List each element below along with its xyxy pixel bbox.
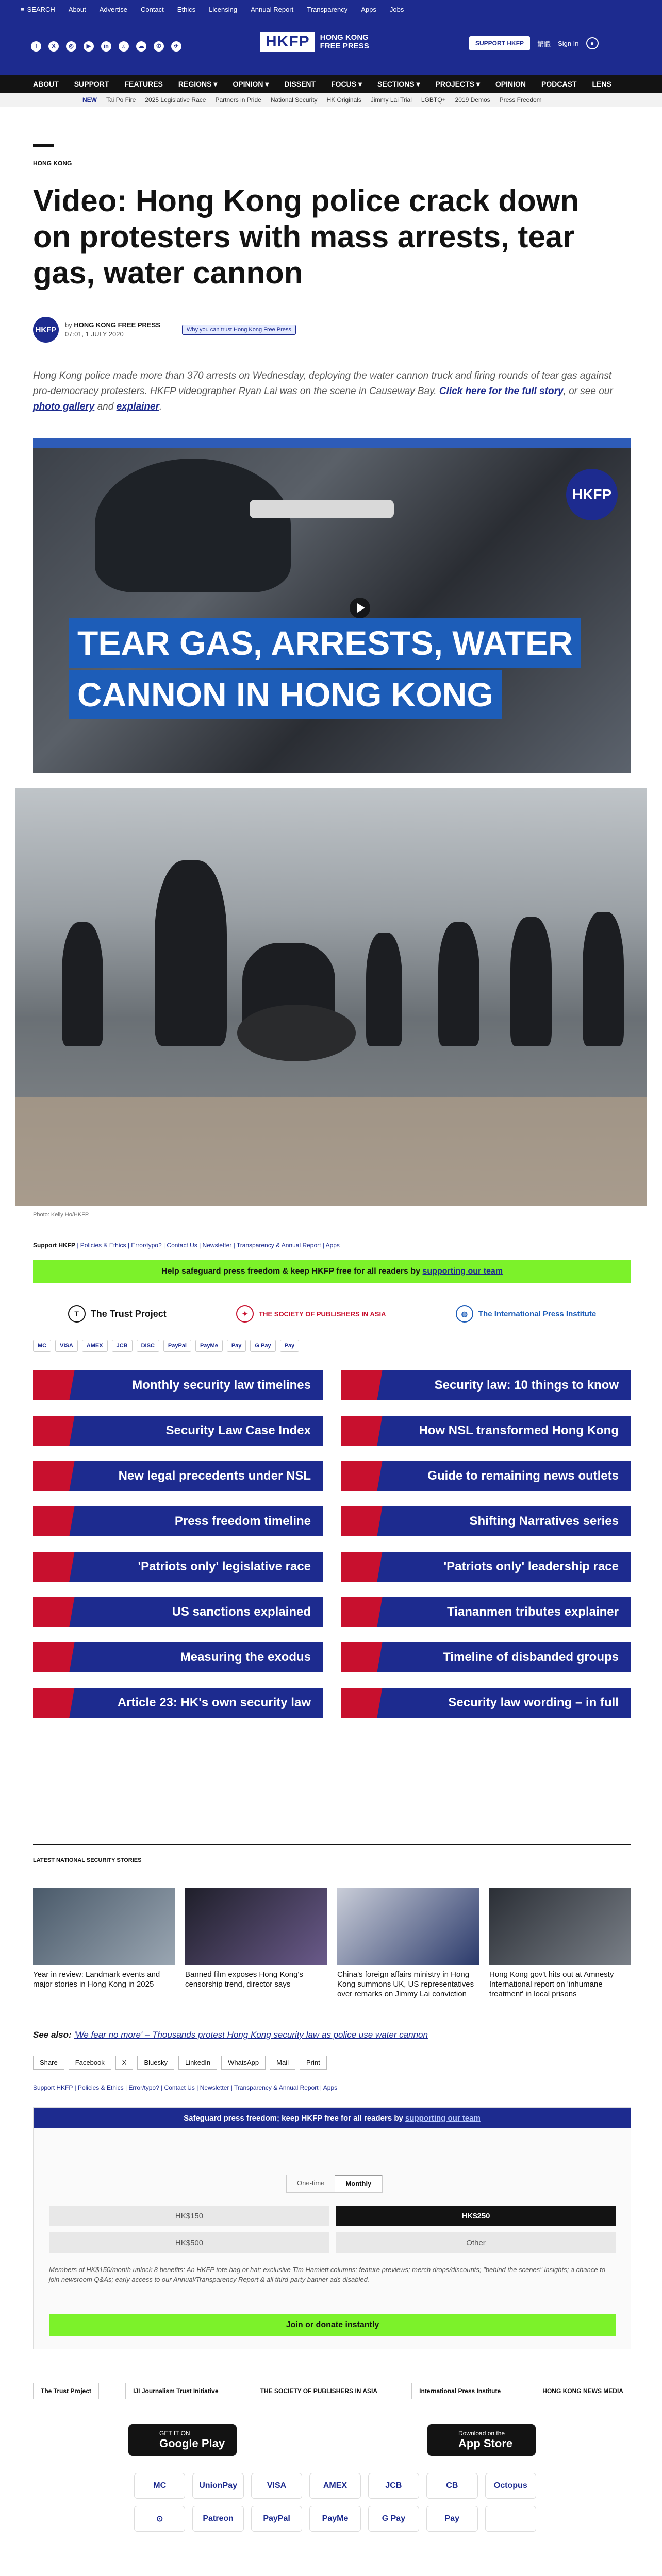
story-card[interactable] [33, 1888, 175, 1999]
tier-option-selected[interactable]: HK$250 [336, 2206, 616, 2226]
explainer-link[interactable]: explainer [116, 401, 159, 412]
nav-item-features[interactable]: FEATURES [124, 80, 163, 88]
play-icon[interactable] [350, 598, 370, 618]
explainer-button[interactable]: Security Law Case Index [33, 1416, 323, 1446]
share-whatsapp[interactable]: WhatsApp [221, 2056, 266, 2070]
trending-link[interactable]: National Security [270, 96, 318, 104]
tier-option-other[interactable]: Other [336, 2232, 616, 2253]
sign-in-link[interactable]: Sign In [558, 39, 579, 47]
donation-tiers [49, 2206, 616, 2253]
explainer-button[interactable]: Shifting Narratives series [341, 1506, 631, 1536]
payment-icon: PayMe [309, 2506, 360, 2532]
explainer-button[interactable]: 'Patriots only' leadership race [341, 1552, 631, 1582]
support-links: Support HKFP | Policies & Ethics | Error/typo? | Contact Us | Newsletter | Transparency & Annual Report | Apps [33, 1242, 340, 1249]
google-play-badge[interactable]: GET IT ON Google Play [128, 2424, 237, 2456]
partner-logo[interactable]: The Trust Project [33, 2383, 99, 2399]
payment-icon: PayPal [251, 2506, 302, 2532]
partner-logos [33, 1298, 631, 1329]
story-title[interactable]: Hong Kong gov't hits out at Amnesty International report on 'inhumane treatment' in local prisons [489, 1970, 614, 1998]
nav-item-sections[interactable]: SECTIONS ▾ [377, 79, 420, 88]
story-card[interactable] [489, 1888, 631, 1999]
site-logo[interactable] [260, 32, 369, 52]
nav-item-opinion-menu[interactable]: OPINION ▾ [233, 79, 269, 88]
nav-item-projects[interactable]: PROJECTS ▾ [435, 79, 480, 88]
payment-icon: Octopus [485, 2473, 536, 2499]
telegram-icon[interactable]: ✈ [171, 41, 181, 52]
video-hkfp-badge: HKFP [566, 469, 618, 520]
video-caption-line2: CANNON IN HONG KONG [69, 670, 502, 719]
article-lede: Hong Kong police made more than 370 arrests on Wednesday, deploying the water cannon truck and firing rounds of tear gas against pro-democracy protesters. HKFP videographer Ryan Lai was on the scene in Causeway Bay. Click here for the full story, or see our photo gallery and explainer. [33, 370, 613, 412]
share-x[interactable]: X [115, 2056, 134, 2070]
hamburger-icon: ≡ [21, 5, 25, 13]
frequency-toggle [286, 2175, 383, 2193]
payment-icon: AMEX [309, 2473, 360, 2499]
payment-icon [485, 2506, 536, 2532]
video-caption-line1: TEAR GAS, ARRESTS, WATER [69, 618, 581, 668]
payment-icon: Pay [280, 1340, 300, 1352]
title-accent-bar [33, 144, 54, 147]
payment-icon: PayMe [195, 1340, 223, 1352]
x-icon[interactable]: X [48, 41, 59, 52]
partner-logos-2 [33, 2383, 631, 2399]
supporting-team-link[interactable]: supporting our team [422, 1267, 503, 1276]
see-also: See also: 'We fear no more' – Thousands protest Hong Kong security law as police use water cannon [33, 2030, 428, 2040]
member-benefits: Members of HK$150/month unlock 8 benefits: An HKFP tote bag or hat; exclusive Tim Hamlett columns; feature previews; merch drops/discounts; "behind the scenes" insights; a chance to join newsroom Q&As; early access to our Annual/Transparency Report & all third-party banner ads disabled. [49, 2266, 606, 2283]
partner-logo[interactable]: International Press Institute [411, 2383, 508, 2399]
nav-item-support[interactable]: SUPPORT [74, 80, 109, 88]
sopa-logo[interactable]: ✦ THE SOCIETY OF PUBLISHERS IN ASIA [236, 1305, 386, 1323]
payment-icon: UnionPay [192, 2473, 243, 2499]
payment-icon: Pay [227, 1340, 246, 1352]
story-thumbnail[interactable] [185, 1888, 327, 1965]
payment-icon: G Pay [250, 1340, 275, 1352]
ipi-logo[interactable]: ◍ The International Press Institute [456, 1305, 596, 1323]
top-utility-bar [0, 0, 662, 19]
language-link[interactable]: 繁體 [537, 40, 551, 48]
logo-line2: FREE PRESS [320, 42, 369, 50]
nav-item-about[interactable]: ABOUT [33, 80, 59, 88]
explainer-button[interactable]: Measuring the exodus [33, 1642, 323, 1672]
author-avatar[interactable]: HKFP [33, 317, 59, 343]
instagram-icon[interactable]: ◎ [66, 41, 76, 52]
explainer-button[interactable]: Security law: 10 things to know [341, 1370, 631, 1400]
payment-icon: Pay [426, 2506, 477, 2532]
payment-icon: VISA [251, 2473, 302, 2499]
article-category[interactable]: HONG KONG [33, 160, 72, 167]
photo-gallery-link[interactable]: photo gallery [33, 401, 95, 412]
app-store-badge[interactable]: Download on the App Store [427, 2424, 536, 2456]
ethics-link[interactable]: Ethics [177, 5, 196, 13]
trending-link[interactable]: Jimmy Lai Trial [370, 96, 412, 104]
explainer-button[interactable]: Article 23: HK's own security law [33, 1688, 323, 1718]
trending-link[interactable]: Tai Po Fire [106, 96, 136, 104]
support-hkfp-link[interactable]: Support HKFP [33, 1242, 75, 1249]
donation-header: Safeguard press freedom; keep HKFP free for all readers by supporting our team [34, 2108, 631, 2128]
payment-icon: ⊙ [134, 2506, 185, 2532]
support-links-2[interactable]: Support HKFP | Policies & Ethics | Error/typo? | Contact Us | Newsletter | Transparency & Annual Report | Apps [33, 2084, 338, 2091]
byline [33, 317, 296, 343]
annual-report-link[interactable]: Annual Report [251, 5, 294, 13]
advertise-link[interactable]: Advertise [99, 5, 127, 13]
payment-icon: G Pay [368, 2506, 419, 2532]
story-title[interactable]: China's foreign affairs ministry in Hong Kong summons UK, US representatives over remarks on Jimmy Lai conviction [337, 1970, 474, 1998]
author-name[interactable]: HONG KONG FREE PRESS [74, 321, 160, 329]
story-card[interactable] [185, 1888, 327, 1999]
explainer-button[interactable]: 'Patriots only' legislative race [33, 1552, 323, 1582]
apps-link[interactable]: Apps [361, 5, 376, 13]
partner-logo[interactable]: HONG KONG NEWS MEDIA [535, 2383, 631, 2399]
share-button[interactable]: Share [33, 2056, 64, 2070]
whatsapp-icon[interactable]: ✆ [154, 41, 164, 52]
explainer-button[interactable]: Monthly security law timelines [33, 1370, 323, 1400]
logo-line1: HONG KONG [320, 33, 369, 42]
tier-option[interactable]: HK$150 [49, 2206, 329, 2226]
trending-link[interactable]: 2019 Demos [455, 96, 490, 104]
payment-icon: MC [33, 1340, 51, 1352]
share-print[interactable]: Print [300, 2056, 327, 2070]
story-thumbnail[interactable] [337, 1888, 479, 1965]
app-badges [33, 2424, 631, 2456]
trending-link[interactable]: LGBTQ+ [421, 96, 446, 104]
trust-link[interactable]: Why you can trust Hong Kong Free Press [182, 325, 296, 335]
main-nav [0, 75, 662, 93]
donation-header-link[interactable]: supporting our team [405, 2113, 481, 2123]
new-label: NEW [82, 96, 97, 104]
tiktok-icon[interactable]: ♫ [119, 41, 129, 52]
publish-date: 07:01, 1 JULY 2020 [65, 330, 124, 338]
share-mail[interactable]: Mail [270, 2056, 295, 2070]
user-icon[interactable]: ● [586, 37, 599, 49]
explainer-button[interactable]: Timeline of disbanded groups [341, 1642, 631, 1672]
search-link[interactable]: ≡ SEARCH [21, 5, 55, 13]
payment-icon: Patreon [192, 2506, 243, 2532]
one-time-option[interactable]: One-time [297, 2179, 325, 2187]
nav-item-dissent[interactable]: DISSENT [284, 80, 316, 88]
explainer-button[interactable]: Tiananmen tributes explainer [341, 1597, 631, 1627]
monthly-option[interactable]: Monthly [335, 2175, 382, 2192]
explainer-button[interactable]: Press freedom timeline [33, 1506, 323, 1536]
story-card[interactable] [337, 1888, 479, 1999]
facebook-icon[interactable]: f [31, 41, 41, 52]
payment-methods-2 [134, 2473, 536, 2532]
header-actions [469, 36, 599, 50]
join-button[interactable]: Join or donate instantly [49, 2314, 616, 2336]
trending-bar [0, 93, 662, 107]
article-photo [15, 788, 647, 1206]
trust-project-icon: T [68, 1305, 86, 1323]
sopa-icon: ✦ [236, 1305, 254, 1323]
latest-heading: LATEST NATIONAL SECURITY STORIES [33, 1857, 142, 1863]
donation-widget [33, 2107, 631, 2349]
about-link[interactable]: About [68, 5, 86, 13]
nav-item-lens[interactable]: LENS [592, 80, 611, 88]
explainer-button[interactable]: Security law wording – in full [341, 1688, 631, 1718]
bluesky-icon[interactable]: ☁ [136, 41, 146, 52]
trending-link[interactable]: 2025 Legislative Race [145, 96, 206, 104]
trending-link[interactable]: Press Freedom [499, 96, 542, 104]
nav-item-podcast[interactable]: PODCAST [541, 80, 577, 88]
globe-icon: ◍ [456, 1305, 473, 1323]
support-button[interactable]: SUPPORT HKFP [469, 36, 530, 50]
explainer-grid [33, 1370, 631, 1718]
share-bluesky[interactable]: Bluesky [137, 2056, 174, 2070]
explainer-button[interactable]: New legal precedents under NSL [33, 1461, 323, 1491]
payment-icon: PayPal [163, 1340, 191, 1352]
payment-icon: AMEX [82, 1340, 108, 1352]
video-player[interactable] [33, 438, 631, 773]
jobs-link[interactable]: Jobs [389, 5, 404, 13]
story-title[interactable]: Banned film exposes Hong Kong's censorship trend, director says [185, 1970, 303, 1989]
tier-option[interactable]: HK$500 [49, 2232, 329, 2253]
by-label: by [65, 321, 72, 329]
story-thumbnail[interactable] [33, 1888, 175, 1965]
logo-mark: HKFP [260, 32, 315, 52]
safeguard-banner: Help safeguard press freedom & keep HKFP free for all readers by supporting our team [33, 1260, 631, 1283]
trust-project-logo[interactable]: T The Trust Project [68, 1305, 167, 1323]
nav-item-opinion[interactable]: OPINION [495, 80, 526, 88]
share-linkedin[interactable]: LinkedIn [178, 2056, 217, 2070]
payment-icon: JCB [368, 2473, 419, 2499]
payment-icon: VISA [55, 1340, 78, 1352]
section-divider [33, 1844, 631, 1845]
payment-icon: MC [134, 2473, 185, 2499]
trending-link[interactable]: Partners in Pride [215, 96, 261, 104]
explainer-button[interactable]: How NSL transformed Hong Kong [341, 1416, 631, 1446]
photo-caption: Photo: Kelly Ho/HKFP. [33, 1212, 90, 1218]
see-also-link[interactable]: 'We fear no more' – Thousands protest Hong Kong security law as police use water cannon [74, 2030, 428, 2040]
transparency-link[interactable]: Transparency [307, 5, 348, 13]
licensing-link[interactable]: Licensing [209, 5, 238, 13]
explainer-button[interactable]: Guide to remaining news outlets [341, 1461, 631, 1491]
partner-logo[interactable]: THE SOCIETY OF PUBLISHERS IN ASIA [253, 2383, 385, 2399]
payment-icon: DISC [137, 1340, 159, 1352]
explainer-button[interactable]: US sanctions explained [33, 1597, 323, 1627]
header-social-icons [31, 41, 181, 52]
share-facebook[interactable]: Facebook [69, 2056, 111, 2070]
payment-icon: CB [426, 2473, 477, 2499]
share-bar [33, 2056, 327, 2070]
nav-item-focus[interactable]: FOCUS ▾ [331, 79, 362, 88]
payment-icon: JCB [112, 1340, 133, 1352]
contact-link[interactable]: Contact [140, 5, 164, 13]
youtube-icon[interactable]: ▶ [84, 41, 94, 52]
full-story-link[interactable]: Click here for the full story [439, 386, 564, 397]
linkedin-icon[interactable]: in [101, 41, 111, 52]
story-thumbnail[interactable] [489, 1888, 631, 1965]
latest-stories [33, 1888, 631, 1999]
payment-methods [33, 1340, 299, 1352]
trending-link[interactable]: HK Originals [326, 96, 361, 104]
partner-logo[interactable]: IJI Journalism Trust Initiative [125, 2383, 226, 2399]
nav-item-regions[interactable]: REGIONS ▾ [178, 79, 218, 88]
article-title: Video: Hong Kong police crack down on protesters with mass arrests, tear gas, water cannon [33, 183, 579, 290]
story-title[interactable]: Year in review: Landmark events and major stories in Hong Kong in 2025 [33, 1970, 160, 1989]
